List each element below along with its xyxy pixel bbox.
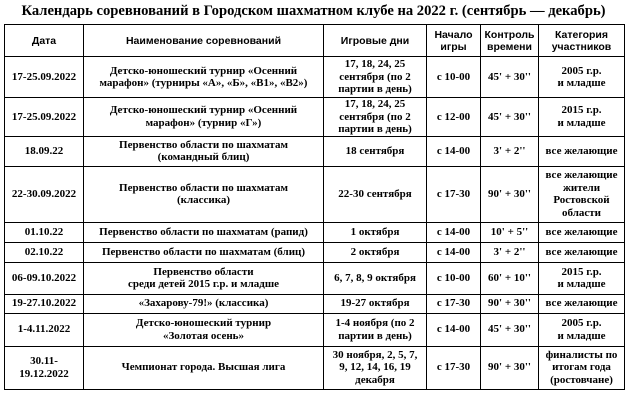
cell-start-line: с 17-30 [436, 297, 471, 310]
cell-name [84, 313, 324, 346]
cell-days-line: 6, 7, 8, 9 октября [334, 271, 416, 284]
header-start-line: Начало [434, 28, 473, 41]
cell-start-line: с 14-00 [436, 144, 471, 157]
table-header [5, 25, 625, 57]
table-row [5, 242, 625, 262]
cell-name-line: марафон» (турнир «Г») [145, 116, 262, 129]
cell-days-line: сентября (по 2 [339, 110, 411, 123]
header-category [539, 25, 625, 57]
cell-name [84, 166, 324, 222]
cell-days [324, 242, 427, 262]
header-start [427, 25, 481, 57]
cell-date-line: 17-25.09.2022 [11, 110, 77, 123]
cell-start-line: с 14-00 [436, 245, 471, 258]
cell-days-line: декабря [355, 373, 395, 386]
cell-days-line: 22-30 сентября [338, 187, 412, 200]
cell-control [481, 136, 539, 166]
cell-control [481, 313, 539, 346]
cell-start [427, 313, 481, 346]
table-row [5, 294, 625, 313]
cell-start [427, 262, 481, 294]
cell-start [427, 222, 481, 242]
cell-control-line: 45' + 30'' [488, 110, 531, 123]
cell-category [539, 313, 625, 346]
cell-date-line: 22-30.09.2022 [11, 187, 77, 200]
cell-control [481, 222, 539, 242]
cell-name-line: Детско-юношеский турнир «Осенний [109, 64, 298, 77]
table-row [5, 136, 625, 166]
cell-days [324, 346, 427, 389]
table-row [5, 57, 625, 98]
header-date [5, 25, 84, 57]
cell-category [539, 262, 625, 294]
cell-date [5, 222, 84, 242]
cell-days-line: 2 октября [350, 245, 400, 258]
cell-category-line: и младше [557, 77, 606, 89]
cell-start-line: с 12-00 [436, 110, 471, 123]
cell-start [427, 98, 481, 137]
cell-date-line: 02.10.22 [24, 245, 64, 258]
cell-category-line: и младше [557, 329, 606, 342]
cell-name-line: Детско-юношеский турнир [135, 317, 272, 329]
cell-name-line: Первенство области по шахматам (блиц) [101, 245, 306, 258]
table-row [5, 346, 625, 389]
cell-name [84, 222, 324, 242]
cell-days [324, 222, 427, 242]
cell-date [5, 262, 84, 294]
cell-name-line: (классика) [176, 194, 231, 206]
cell-start [427, 166, 481, 222]
cell-name-line: Первенство области по шахматам [119, 181, 288, 194]
cell-name-line: Детско-юношеский турнир «Осенний [109, 104, 298, 117]
cell-start-line: с 14-00 [436, 323, 471, 336]
cell-start-line: с 17-30 [436, 361, 471, 374]
cell-control-line: 90' + 30'' [488, 297, 531, 310]
header-name [84, 25, 324, 57]
cell-days-line: 18 сентября [345, 144, 405, 157]
cell-name-line: Первенство области по шахматам [119, 138, 288, 151]
cell-control [481, 346, 539, 389]
cell-category-line: Ростовской [553, 194, 610, 206]
cell-days-line: 19-27 октября [340, 297, 410, 310]
cell-days [324, 294, 427, 313]
cell-category-line: и младше [557, 278, 606, 290]
cell-date-line: 19.12.2022 [19, 367, 69, 380]
cell-control [481, 242, 539, 262]
cell-name [84, 98, 324, 137]
cell-date [5, 98, 84, 137]
cell-start-line: с 14-00 [436, 225, 471, 238]
cell-name-line: «Золотая осень» [163, 329, 244, 342]
cell-days [324, 57, 427, 98]
cell-control-line: 45' + 30'' [488, 70, 531, 83]
cell-name [84, 57, 324, 98]
cell-days-line: партии в день) [338, 83, 412, 96]
cell-date [5, 346, 84, 389]
cell-date-line: 19-27.10.2022 [11, 297, 77, 310]
cell-name-line: (командный блиц) [157, 151, 250, 163]
cell-days-line: 9, 12, 14, 16, 19 [339, 361, 411, 374]
cell-name [84, 242, 324, 262]
cell-date [5, 242, 84, 262]
cell-category-line: финалисты по [545, 348, 618, 361]
cell-category-line: 2005 г.р. [561, 64, 602, 77]
cell-category [539, 166, 625, 222]
cell-category [539, 136, 625, 166]
cell-days-line: 1 октября [350, 225, 400, 238]
cell-date-line: 06-09.10.2022 [11, 271, 77, 284]
cell-control-line: 60' + 10'' [488, 271, 531, 284]
cell-category-line: итогам года [552, 361, 611, 374]
cell-days-line: партии в день) [338, 123, 412, 135]
cell-date-line: 30.11- [30, 355, 58, 367]
cell-days [324, 313, 427, 346]
header-control-line: Контроль [484, 28, 535, 41]
cell-name-line: среди детей 2015 г.р. и младше [127, 278, 280, 290]
cell-start [427, 136, 481, 166]
cell-category [539, 346, 625, 389]
cell-name-line: Первенство области [153, 265, 254, 278]
cell-category-line: 2015 г.р. [561, 265, 602, 278]
cell-date [5, 166, 84, 222]
cell-days-line: 30 ноября, 2, 5, 7, [332, 348, 418, 361]
cell-name-line: Чемпионат города. Высшая лига [121, 361, 286, 374]
cell-days [324, 262, 427, 294]
cell-start [427, 294, 481, 313]
cell-control [481, 262, 539, 294]
cell-date [5, 294, 84, 313]
cell-control [481, 98, 539, 137]
cell-date [5, 57, 84, 98]
table-row [5, 222, 625, 242]
cell-control-line: 45' + 30'' [488, 323, 531, 336]
cell-days-line: партии в день) [338, 329, 412, 342]
cell-start-line: с 10-00 [436, 70, 471, 83]
header-name-line: Наименование соревнований [125, 34, 282, 47]
table-row [5, 166, 625, 222]
header-start-line: игры [440, 40, 467, 53]
cell-days-line: сентября (по 2 [339, 70, 411, 83]
cell-category-line: все желающие [545, 144, 618, 157]
cell-control-line: 10' + 5'' [490, 225, 529, 238]
cell-category-line: области [561, 206, 602, 219]
cell-control-line: 90' + 30'' [488, 361, 531, 374]
header-control [481, 25, 539, 57]
cell-days-line: 17, 18, 24, 25 [344, 98, 406, 110]
cell-control [481, 294, 539, 313]
page-title: Календарь соревнований в Городском шахматном клубе на 2022 г. (сентябрь — декабрь) [21, 3, 606, 19]
header-days-line: Игровые дни [340, 34, 410, 47]
cell-category [539, 294, 625, 313]
header-date-line: Дата [31, 34, 57, 47]
cell-control-line: 3' + 2'' [493, 144, 526, 157]
cell-date-line: 17-25.09.2022 [11, 70, 77, 83]
header-control-line: времени [487, 40, 532, 53]
header-category-line: Категория [554, 28, 608, 41]
cell-control-line: 90' + 30'' [488, 187, 531, 200]
cell-category-line: 2005 г.р. [561, 317, 602, 329]
header-category-line: участников [551, 40, 612, 53]
cell-category [539, 57, 625, 98]
cell-name-line: «Захарову-79!» (классика) [138, 297, 269, 310]
cell-date-line: 18.09.22 [24, 144, 64, 157]
cell-days [324, 98, 427, 137]
cell-control [481, 166, 539, 222]
cell-category-line: жители [562, 181, 601, 194]
cell-name-line: марафон» (турниры «А», «Б», «В1», «В2») [99, 77, 308, 89]
cell-category-line: все желающие [545, 297, 618, 310]
cell-category-line: и младше [557, 116, 606, 129]
table-body [5, 57, 625, 390]
schedule-table [4, 24, 625, 390]
cell-control-line: 3' + 2'' [493, 245, 526, 258]
cell-category-line: (ростовчане) [550, 373, 613, 386]
cell-category-line: 2015 г.р. [561, 104, 602, 117]
table-row [5, 98, 625, 137]
cell-category [539, 242, 625, 262]
cell-start [427, 57, 481, 98]
cell-days [324, 166, 427, 222]
cell-category-line: все желающие [545, 245, 618, 258]
cell-date-line: 01.10.22 [24, 225, 64, 238]
cell-name [84, 346, 324, 389]
cell-date-line: 1-4.11.2022 [17, 323, 71, 336]
cell-start-line: с 17-30 [436, 187, 471, 200]
cell-days-line: 17, 18, 24, 25 [344, 58, 406, 71]
cell-date [5, 136, 84, 166]
cell-category [539, 222, 625, 242]
cell-start-line: с 10-00 [436, 271, 471, 284]
cell-date [5, 313, 84, 346]
cell-category-line: все желающие [545, 225, 618, 238]
cell-category-line: все желающие [545, 169, 618, 181]
header-days [324, 25, 427, 57]
header-row [5, 25, 625, 57]
cell-name [84, 262, 324, 294]
cell-name [84, 294, 324, 313]
cell-start [427, 242, 481, 262]
table-row [5, 313, 625, 346]
cell-control [481, 57, 539, 98]
cell-days-line: 1-4 ноября (по 2 [335, 317, 415, 329]
table-row [5, 262, 625, 294]
cell-days [324, 136, 427, 166]
cell-name [84, 136, 324, 166]
cell-start [427, 346, 481, 389]
cell-name-line: Первенство области по шахматам (рапид) [99, 225, 308, 238]
cell-category [539, 98, 625, 137]
